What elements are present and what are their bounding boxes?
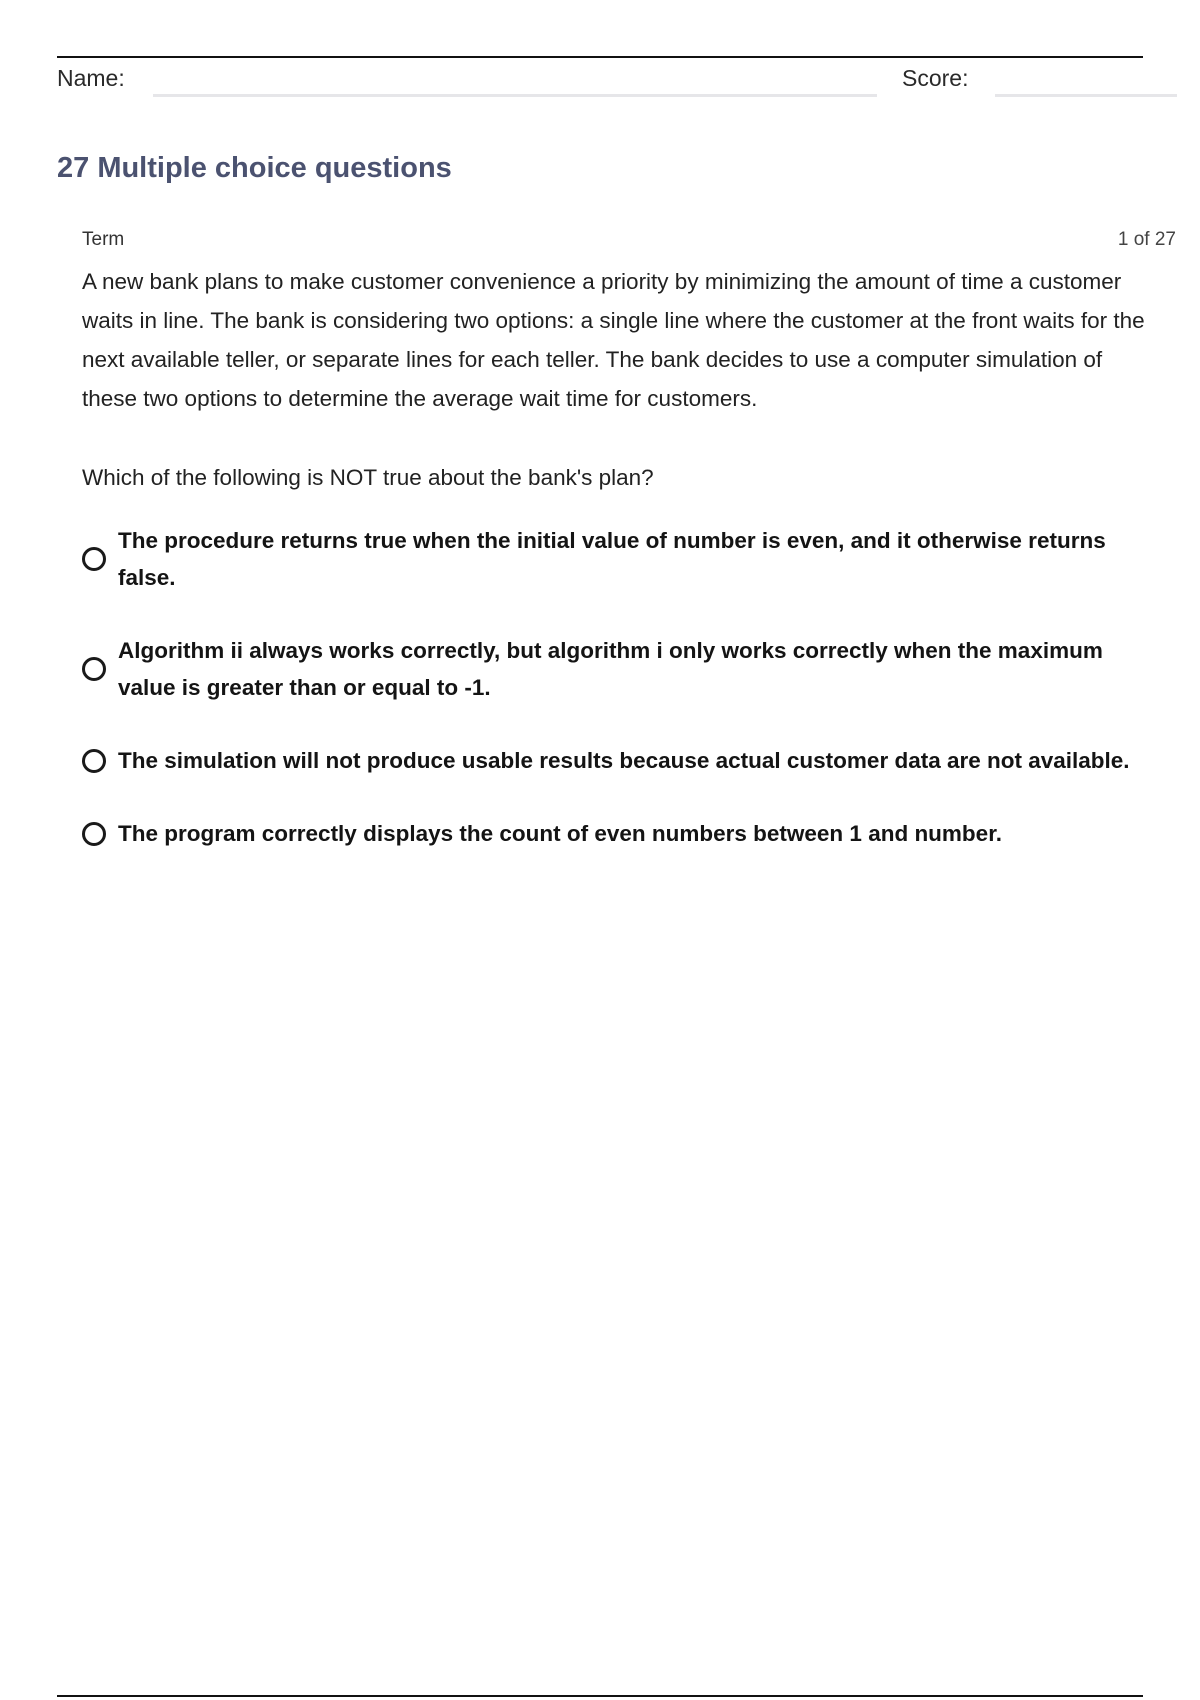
answer-option-1[interactable] bbox=[82, 522, 1162, 596]
answer-option-text: The program correctly displays the count of even numbers between 1 and number. bbox=[118, 821, 1002, 846]
bottom-rule bbox=[57, 1695, 1143, 1697]
radio-icon[interactable] bbox=[82, 547, 106, 571]
top-rule bbox=[57, 56, 1143, 58]
radio-icon[interactable] bbox=[82, 822, 106, 846]
answer-option-4[interactable] bbox=[82, 815, 1162, 852]
answer-option-text: The simulation will not produce usable results because actual customer data are not available. bbox=[118, 748, 1130, 773]
radio-icon[interactable] bbox=[82, 749, 106, 773]
section-title: 27 Multiple choice questions bbox=[57, 152, 452, 184]
question-counter: 1 of 27 bbox=[1117, 229, 1176, 250]
answer-option-3[interactable] bbox=[82, 742, 1162, 779]
name-field-line[interactable] bbox=[153, 94, 877, 97]
radio-icon[interactable] bbox=[82, 657, 106, 681]
question-text: A new bank plans to make customer convenience a priority by minimizing the amount of time a customer waits in line. The bank is considering two options: a single line where the customer at the front waits for the next available teller, or separate lines for each teller. The bank decides to use a computer simulation of these two options to determine the average wait time for customers. bbox=[82, 269, 1145, 411]
answer-options bbox=[82, 522, 1162, 852]
score-field-line[interactable] bbox=[995, 94, 1177, 97]
answer-option-text: Algorithm ii always works correctly, but algorithm i only works correctly when the maximum value is greater than or equal to -1. bbox=[118, 638, 1103, 700]
answer-option-2[interactable] bbox=[82, 632, 1162, 706]
answer-option-text: The procedure returns true when the initial value of number is even, and it otherwise returns false. bbox=[118, 528, 1106, 590]
term-label: Term bbox=[82, 229, 125, 250]
name-label: Name: bbox=[57, 65, 125, 91]
score-label: Score: bbox=[902, 65, 969, 91]
question-prompt: Which of the following is NOT true about the bank's plan? bbox=[82, 465, 654, 490]
